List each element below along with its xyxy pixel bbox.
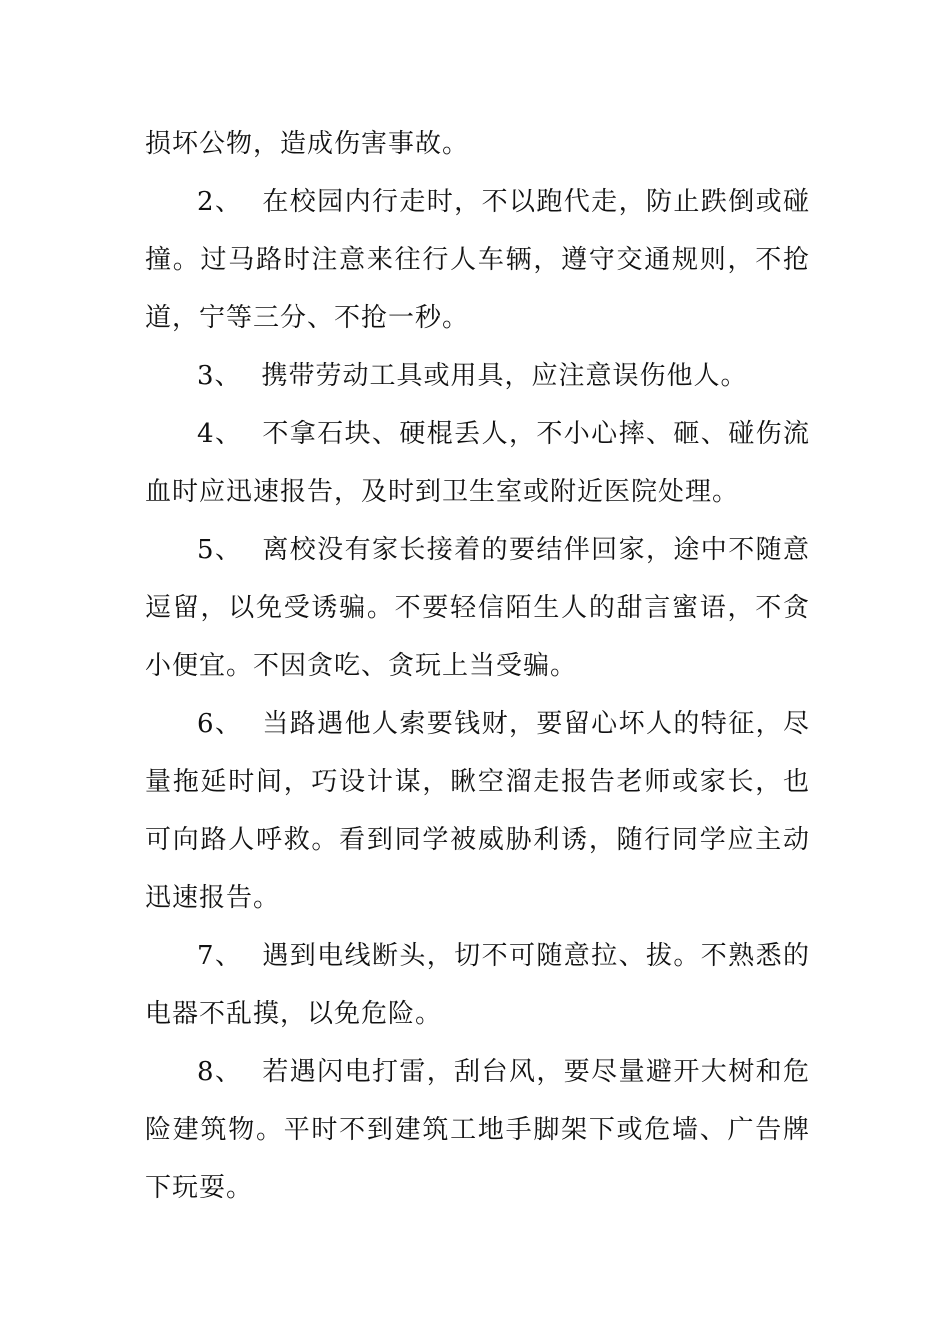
paragraph-text: 离校没有家长接着的要结伴回家，途中不随意逗留，以免受诱骗。不要轻信陌生人的甜言蜜语，不贪小便宜。不因贪吃、贪玩上当受骗。 xyxy=(145,535,810,681)
paragraph-item-6 xyxy=(145,695,810,927)
item-number: 3、 xyxy=(197,361,242,391)
paragraph-text: 当路遇他人索要钱财，要留心坏人的特征，尽量拖延时间，巧设计谋，瞅空溜走报告老师或家长，也可向路人呼救。看到同学被威胁利诱，随行同学应主动迅速报告。 xyxy=(145,709,810,913)
item-number: 7、 xyxy=(197,941,243,971)
paragraph-continuation xyxy=(145,115,810,173)
item-number: 4、 xyxy=(197,419,243,449)
item-number: 6、 xyxy=(197,709,243,739)
paragraph-text: 损坏公物，造成伤害事故。 xyxy=(145,129,470,159)
paragraph-item-3 xyxy=(145,347,810,405)
document-body xyxy=(145,115,810,1217)
item-number: 8、 xyxy=(197,1057,243,1087)
paragraph-text: 遇到电线断头，切不可随意拉、拔。不熟悉的电器不乱摸，以免危险。 xyxy=(145,941,810,1029)
paragraph-text: 不拿石块、硬棍丢人，不小心摔、砸、碰伤流血时应迅速报告，及时到卫生室或附近医院处理。 xyxy=(145,419,810,507)
paragraph-text: 在校园内行走时，不以跑代走，防止跌倒或碰撞。过马路时注意来往行人车辆，遵守交通规则，不抢道，宁等三分、不抢一秒。 xyxy=(145,187,810,333)
paragraph-item-7 xyxy=(145,927,810,1043)
item-number: 5、 xyxy=(197,535,243,565)
item-number: 2、 xyxy=(197,187,243,217)
paragraph-item-4 xyxy=(145,405,810,521)
paragraph-item-2 xyxy=(145,173,810,347)
paragraph-text: 携带劳动工具或用具，应注意误伤他人。 xyxy=(261,361,748,391)
paragraph-item-5 xyxy=(145,521,810,695)
paragraph-text: 若遇闪电打雷，刮台风，要尽量避开大树和危险建筑物。平时不到建筑工地手脚架下或危墙、广告牌下玩耍。 xyxy=(145,1057,810,1203)
paragraph-item-8 xyxy=(145,1043,810,1217)
